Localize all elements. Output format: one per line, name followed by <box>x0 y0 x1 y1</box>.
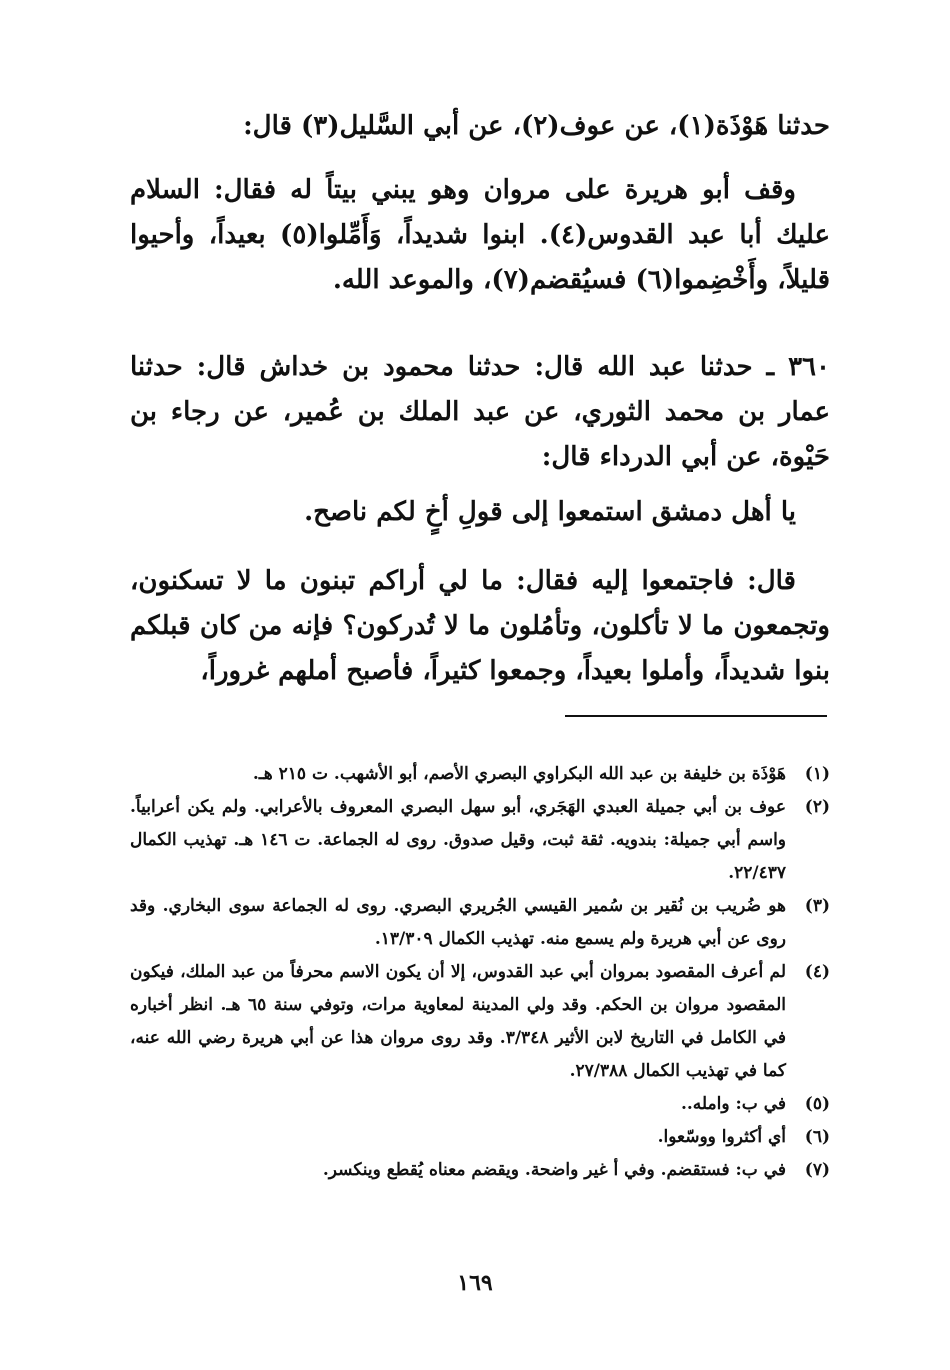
footnote-divider <box>565 715 827 717</box>
footnote-number: (١) <box>804 764 830 784</box>
footnote-3 <box>130 890 830 956</box>
isnad-paragraph-360: ٣٦٠ ـ حدثنا عبد الله قال: حدثنا محمود بن خداش قال: حدثنا عمار بن محمد الثوري، عن عبد الملك بن عُمير، عن رجاء بن حَيْوة، عن أبي الدرداء قال: <box>130 352 830 472</box>
footnote-number: (٥) <box>804 1094 830 1114</box>
footnote-6 <box>130 1121 830 1154</box>
footnote-text: في ب: فستقضم. وفي أ غير واضحة. ويقضم معناه يُقطع وينكسر. <box>322 1160 786 1180</box>
footnote-number: (٦) <box>804 1127 830 1147</box>
footnote-number: (٢) <box>804 797 830 817</box>
narration-paragraph-abu-hurayra: وقف أبو هريرة على مروان وهو يبني بيتاً له فقال: السلام عليك أبا عبد القدوس(٤). ابنوا شديداً، وَأَمِّلوا(٥) بعيداً، وأحيوا قليلاً، وأَخْضِموا(٦) فسيُقضم(٧)، والموعد الله. <box>130 175 831 295</box>
footnote-text: أي أكثروا ووسّعوا. <box>657 1127 786 1147</box>
footnote-number: (٤) <box>804 962 830 982</box>
page-number: ١٦٩ <box>457 1270 493 1296</box>
footnote-text: هو ضُريب بن نُقير بن سُمير القيسي الجُريري البصري. روى له الجماعة سوى البخاري. وقد روى عن أبي هريرة ولم يسمع منه. تهذيب الكمال ١٣/٣٠٩. <box>130 896 786 949</box>
footnote-text: عوف بن أبي جميلة العبدي الهَجَري، أبو سهل البصري المعروف بالأعرابي. ولم يكن أعرابياً. واسم أبي جميلة: بندويه. ثقة ثبت، وقيل صدوق. روى له الجماعة. ت ١٤٦ هـ. تهذيب الكمال ٢٢/٤٣٧. <box>130 797 786 883</box>
footnote-5 <box>130 1088 830 1121</box>
footnote-text: في ب: وامله.. <box>680 1094 786 1114</box>
footnotes-section <box>130 758 830 1187</box>
isnad-paragraph-1: حدثنا هَوْذَة(١)، عن عوف(٢)، عن أبي السَّليل(٣) قال: <box>243 111 830 141</box>
narration-paragraph-abu-darda: قال: فاجتمعوا إليه فقال: ما لي أراكم تبنون ما لا تسكنون، وتجمعون ما لا تأكلون، وتأمُلون ما لا تُدركون؟ فإنه من كان قبلكم بنوا شديداً، وأملوا بعيداً، وجمعوا كثيراً، فأصبح أملهم غروراً، <box>130 566 830 686</box>
footnote-number: (٣) <box>804 896 830 916</box>
footnote-number: (٧) <box>804 1160 830 1180</box>
footnote-7 <box>130 1154 830 1187</box>
footnote-4 <box>130 956 830 1088</box>
footnote-2 <box>130 791 830 890</box>
quote-paragraph-abu-darda: يا أهل دمشق استمعوا إلى قولِ أخٍ لكم ناصح. <box>304 497 796 527</box>
footnote-text: هَوْذَة بن خليفة بن عبد الله البكراوي البصري الأصم، أبو الأشهب. ت ٢١٥ هـ. <box>252 764 786 784</box>
footnote-text: لم أعرف المقصود بمروان أبي عبد القدوس، إلا أن يكون الاسم محرفاً من عبد الملك، فيكون المقصود مروان بن الحكم. وقد ولي المدينة لمعاوية مرات، وتوفي سنة ٦٥ هـ. انظر أخباره في الكامل في التاريخ لابن الأثير ٣/٣٤٨. وقد روى مروان هذا عن أبي هريرة رضي الله عنه، كما في تهذيب الكمال ٢٧/٣٨٨. <box>130 962 786 1081</box>
footnote-1 <box>130 758 830 791</box>
